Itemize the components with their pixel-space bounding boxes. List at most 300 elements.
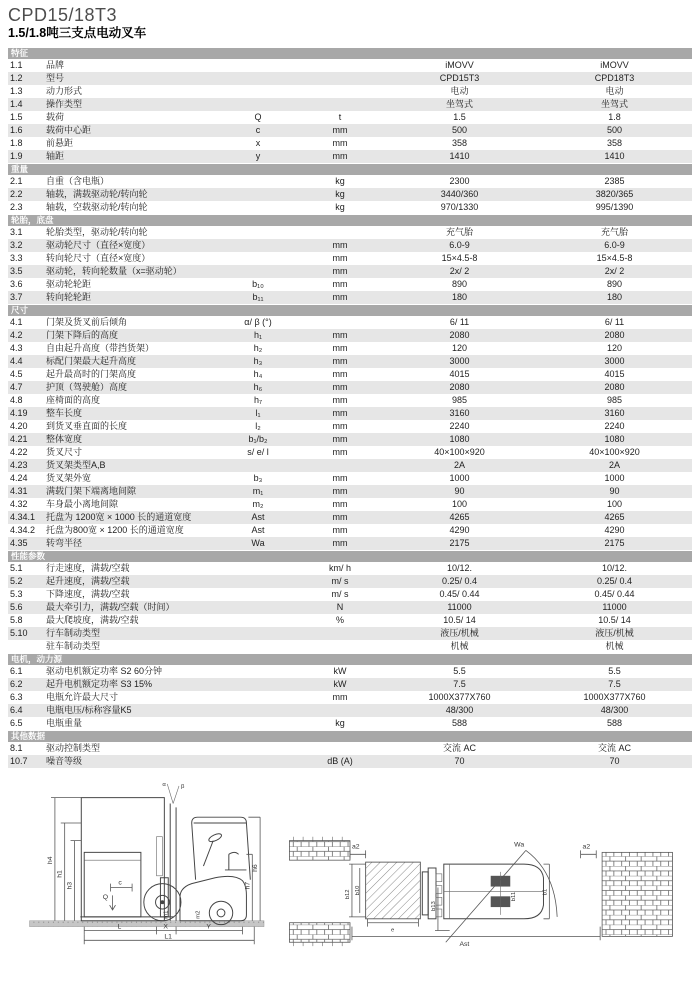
cell-label: 座椅面的高度 [46,395,101,405]
cell-num: 4.2 [10,330,23,340]
cell-symbol: h₃ [253,356,263,366]
cell-val: 2385 [604,176,625,186]
label-b12: b12 [345,889,352,900]
spec-row [8,485,692,498]
spec-row [8,704,692,717]
carriage-top-view [422,872,428,915]
cell-num: 4.22 [10,447,28,457]
spec-row [8,562,692,575]
cell-num [8,640,44,653]
cell-symbol: s/ e/ l [247,447,269,457]
cell-label: 托盘为 1200宽 × 1000 长的通道宽度 [46,512,192,522]
spec-row [8,188,692,201]
spec-row [8,588,692,601]
spec-row [8,575,692,588]
cell-num: 4.19 [10,408,28,418]
section-header: 性能参数 [8,551,692,562]
cell-label: 转向轮尺寸（直径×宽度） [46,253,151,263]
cell-val: 11000 [447,602,472,612]
label-a2-right: a2 [582,843,591,851]
cell-val: 液压/机械 [595,628,634,638]
cell-num: 4.24 [10,473,28,483]
spec-row [8,201,692,214]
cell-val: 2080 [604,330,625,340]
cell-label: 轴距 [46,151,65,161]
cell-unit: dB (A) [327,756,353,766]
cell-label: 自由起升高度（带挡货架） [46,343,155,353]
cell-num: 3.6 [10,279,23,289]
cell-unit: mm [332,538,348,548]
cell-label: 驱动控制类型 [46,743,101,753]
cell-val: 坐驾式 [445,99,473,109]
dimension-diagrams [8,776,692,959]
tilt-lines [167,784,179,804]
label-b1: b1 [542,888,549,896]
cell-val: 0.25/ 0.4 [596,576,633,586]
spec-row [8,433,692,446]
cell-symbol [218,640,298,653]
cell-val: 2240 [604,421,625,431]
spec-row [8,137,692,150]
cell-num: 5.8 [10,615,23,625]
cell-num: 5.10 [10,628,28,638]
cell-label: 载荷 [46,112,65,122]
cell-label: 货叉尺寸 [46,447,83,457]
cell-num: 5.3 [10,589,23,599]
cell-val: iMOVV [445,60,474,70]
cell-unit: kg [335,202,345,212]
label-h6: h6 [252,864,260,872]
cell-symbol [218,59,298,72]
cell-num: 4.35 [10,538,28,548]
cell-val: 100 [606,499,623,509]
spec-row [8,755,692,768]
turning-arc [526,850,557,916]
section-header: 特征 [8,48,692,59]
spec-row [8,72,692,85]
cell-symbol: Wa [251,538,265,548]
cell-symbol [218,704,298,717]
cell-label: 驱动轮轮距 [46,279,92,289]
cell-unit: m/ s [331,589,349,599]
cell-val: 100 [451,499,468,509]
cell-val: 6.0-9 [604,240,625,250]
cell-label: 自重（含电瓶） [46,176,110,186]
cell-val: 0.45/ 0.44 [439,589,480,599]
cell-num: 4.8 [10,395,23,405]
cell-symbol: Ast [251,525,265,535]
cell-val: 10.5/ 14 [443,615,476,625]
cell-symbol [218,678,298,691]
cell-unit: mm [332,253,348,263]
cell-label: 到货叉垂直面的长度 [46,421,128,431]
cell-label: 整体宽度 [46,434,83,444]
cell-unit: mm [332,525,348,535]
cell-symbol: α/ β (°) [244,317,272,327]
cell-num: 1.1 [10,60,23,70]
cell-num: 1.4 [10,99,23,109]
cell-unit: mm [332,292,348,302]
spec-row [8,150,692,163]
cell-label: 车身最小离地间隙 [46,499,119,509]
cell-unit: mm [332,447,348,457]
cell-num: 5.1 [10,563,23,573]
cell-symbol: b₃ [253,473,263,483]
cell-val: 970/1330 [440,202,479,212]
cell-val: 10.5/ 14 [598,615,631,625]
cell-label: 载荷中心距 [46,125,92,135]
cell-unit: mm [332,692,348,702]
spec-row [8,239,692,252]
cell-num: 2.2 [10,189,23,199]
steering-column [203,841,213,866]
cell-val: 120 [606,343,623,353]
label-l: L [117,923,122,931]
cell-symbol: h₁ [253,330,263,340]
cell-val: 1000 [449,473,470,483]
cell-unit: mm [332,266,348,276]
cell-val: 48/300 [445,705,474,715]
spec-row [8,498,692,511]
wall-brick-top [289,841,350,861]
cell-num: 4.34.1 [10,512,36,522]
cell-symbol [218,562,298,575]
cell-unit: kg [335,176,345,186]
cell-unit: mm [332,151,348,161]
cell-num: 6.2 [10,679,23,689]
spec-row [8,511,692,524]
cell-symbol [218,755,298,768]
spec-row [8,614,692,627]
cell-val: 6.0-9 [449,240,470,250]
cell-val: 3160 [604,408,625,418]
spec-row [8,537,692,550]
spec-row [8,407,692,420]
cell-unit: N [336,602,344,612]
cell-val: 4015 [449,369,470,379]
cell-val: 4265 [449,512,470,522]
cell-val: 10/12. [601,563,628,573]
cell-val: 500 [606,125,623,135]
cell-unit [298,627,382,640]
cell-val: 11000 [602,602,627,612]
cell-label: 驻车制动类型 [46,641,101,651]
cell-val: 1080 [604,434,625,444]
cell-val: 2080 [449,330,470,340]
cell-symbol [218,265,298,278]
cell-num: 1.6 [10,125,23,135]
cell-num: 1.9 [10,151,23,161]
pallet [366,862,421,919]
cell-num: 4.4 [10,356,23,366]
cell-label: 轴载，满载驱动轮/转向轮 [46,189,148,199]
spec-row [8,665,692,678]
cell-val: 2240 [449,421,470,431]
cell-label: 行走速度，满载/空载 [46,563,130,573]
cell-num: 4.23 [10,460,28,470]
cell-val: 2x/ 2 [604,266,625,276]
section-header: 尺寸 [8,305,692,316]
label-alpha: α [162,781,166,788]
cell-label: 操作类型 [46,99,83,109]
cell-symbol: Ast [251,512,265,522]
cell-val: 985 [451,395,468,405]
cell-unit [298,704,382,717]
spec-row [8,226,692,239]
spec-row [8,678,692,691]
label-h1: h1 [56,870,64,878]
cell-val: 1000 [604,473,625,483]
spec-row [8,291,692,304]
cell-val: 机械 [450,641,469,651]
cell-symbol: h₇ [253,395,263,405]
cell-symbol [218,175,298,188]
cell-unit: mm [332,138,348,148]
cell-symbol [218,226,298,239]
cell-label: 门架下降后的高度 [46,330,119,340]
cell-symbol: x [255,138,261,148]
cell-unit: mm [332,421,348,431]
cell-unit: mm [332,369,348,379]
cell-symbol: l₂ [255,421,261,431]
cell-num: 3.3 [10,253,23,263]
label-beta: β [180,783,185,790]
cell-num: 6.5 [10,718,23,728]
cell-val: 180 [606,292,623,302]
cell-unit: mm [332,125,348,135]
cell-label: 转向轮轮距 [46,292,92,302]
cell-unit: mm [332,330,348,340]
cell-val: 890 [606,279,623,289]
cell-symbol: h₂ [253,343,263,353]
cell-val: 7.5 [453,679,466,689]
spec-row [8,459,692,472]
cell-num: 4.3 [10,343,23,353]
spec-row [8,601,692,614]
cell-val: 90 [454,486,465,496]
cell-symbol [218,188,298,201]
cell-symbol [218,588,298,601]
cell-num: 1.2 [10,73,23,83]
cell-unit [298,72,382,85]
wall-brick-bottom [289,923,350,943]
label-h3: h3 [66,881,74,890]
cell-symbol [218,742,298,755]
cell-val: 90 [609,486,620,496]
side-view-diagram [29,782,264,944]
cell-num: 4.21 [10,434,28,444]
cell-num: 3.2 [10,240,23,250]
cell-unit: t [338,112,342,122]
cell-val: 1.8 [608,112,621,122]
cell-num: 6.4 [10,705,23,715]
cell-label: 门架及货叉前后倾角 [46,317,128,327]
cell-unit: mm [332,395,348,405]
cell-unit: mm [332,499,348,509]
cell-val: 15×4.5-8 [596,253,633,263]
spec-row [8,717,692,730]
cell-label: 电瓶重量 [46,718,83,728]
cell-val: 1410 [604,151,625,161]
cell-num: 4.32 [10,499,28,509]
cell-num: 4.34.2 [10,525,36,535]
cell-val: 40×100×920 [589,447,640,457]
cell-unit: mm [332,473,348,483]
cell-label: 轮胎类型，驱动轮/转向轮 [46,227,148,237]
cell-num: 3.7 [10,292,23,302]
cell-symbol [218,201,298,214]
load-arrow [110,895,116,910]
cell-val: 液压/机械 [440,628,479,638]
cell-label: 最大爬坡度，满载/空载 [46,615,139,625]
cell-val: CPD15T3 [439,73,480,83]
cell-val: 机械 [605,641,624,651]
cell-val: 890 [451,279,468,289]
label-h7: h7 [244,881,252,890]
cell-val: 985 [606,395,623,405]
cell-val: 充气胎 [600,227,628,237]
cell-num: 10.7 [10,756,28,766]
cell-val: 0.25/ 0.4 [441,576,478,586]
cell-symbol [218,85,298,98]
cell-val: 500 [451,125,468,135]
cell-val: CPD18T3 [594,73,635,83]
cell-unit: mm [332,240,348,250]
cell-label: 驱动轮尺寸（直径×宽度） [46,240,151,250]
label-ast: Ast [459,941,470,949]
spec-row [8,329,692,342]
cell-unit [298,85,382,98]
cell-num: 8.1 [10,743,23,753]
cell-val: 2300 [449,176,470,186]
cell-label: 最大牵引力，满载/空载（时间） [46,602,175,612]
spec-row [8,355,692,368]
cell-val: 2175 [604,538,625,548]
cell-unit: mm [332,434,348,444]
spec-row [8,368,692,381]
spec-row [8,524,692,537]
label-c: c [118,879,122,887]
cell-symbol [218,627,298,640]
cell-symbol [218,98,298,111]
cell-val: 48/300 [600,705,629,715]
load-backrest [157,837,163,876]
cell-symbol: b₁/b₂ [248,434,268,444]
spec-row [8,472,692,485]
cell-val: 588 [606,718,623,728]
cell-symbol: h₆ [253,382,263,392]
forklift-dimension-drawing [8,776,692,959]
cell-unit: mm [332,382,348,392]
cell-val: 4290 [449,525,470,535]
label-m1: m1 [163,910,170,919]
cell-val: 交流 AC [442,743,476,753]
spec-row [8,691,692,704]
cell-val: 7.5 [608,679,621,689]
cell-unit [298,640,382,653]
label-b10: b10 [354,885,361,896]
page-title: CPD15/18T3 [8,5,118,25]
cell-label: 整车长度 [46,408,83,418]
cell-unit: mm [332,356,348,366]
spec-table [8,48,692,768]
cell-val: 1.5 [453,112,466,122]
cell-label: 驱动轮，转向轮数量（x=驱动轮） [46,266,182,276]
top-view-diagram [289,837,672,948]
cell-symbol [218,717,298,730]
section-header: 电机，动力源 [8,654,692,665]
cell-symbol: h₄ [253,369,263,379]
cell-symbol [218,459,298,472]
cell-symbol [218,665,298,678]
cell-symbol: c [255,125,261,135]
cell-val: 4290 [604,525,625,535]
cell-val: 3440/360 [440,189,479,199]
cell-label: 品牌 [46,60,65,70]
cell-label: 起升最高时的门架高度 [46,369,137,379]
cell-val: 588 [451,718,468,728]
cell-label: 标配门架最大起升高度 [46,356,137,366]
cell-label: 电瓶允许最大尺寸 [46,692,119,702]
cell-val: 6/ 11 [604,317,625,327]
cell-symbol [218,239,298,252]
cell-symbol [218,601,298,614]
label-x: X [163,923,168,931]
cell-unit: kW [333,666,347,676]
cell-num: 1.8 [10,138,23,148]
cell-unit: kW [333,679,347,689]
spec-row [8,59,692,72]
cell-num: 6.1 [10,666,23,676]
cell-unit [298,459,382,472]
cell-val: 4015 [604,369,625,379]
cell-val: 3000 [604,356,625,366]
cell-val: 交流 AC [597,743,631,753]
spec-row [8,342,692,355]
cell-num: 6.3 [10,692,23,702]
cell-unit: m/ s [331,576,349,586]
cell-val: 1000X377X760 [583,692,646,702]
label-m2: m2 [195,910,202,919]
cell-unit: mm [332,408,348,418]
steering-wheel [208,832,223,843]
cell-label: 型号 [46,73,65,83]
cell-unit: % [335,615,344,625]
spec-row [8,252,692,265]
spec-row [8,278,692,291]
cell-val: 2175 [449,538,470,548]
cell-val: 6/ 11 [449,317,470,327]
cell-num: 2.1 [10,176,23,186]
spec-row [8,394,692,407]
cell-val: 2A [608,460,620,470]
spec-row [8,265,692,278]
cell-val: 1410 [449,151,470,161]
spec-row [8,446,692,459]
spec-row [8,175,692,188]
cell-unit: mm [332,512,348,522]
cell-unit [298,316,382,329]
cell-val: 电动 [605,86,624,96]
spec-row [8,381,692,394]
cell-symbol: m₂ [252,499,264,509]
cell-label: 托盘为800宽 × 1200 长的通道宽度 [46,525,184,535]
cell-num: 3.5 [10,266,23,276]
cell-unit: kg [335,189,345,199]
section-header: 其他数据 [8,731,692,742]
spec-row [8,640,692,653]
cell-val: 2x/ 2 [449,266,470,276]
